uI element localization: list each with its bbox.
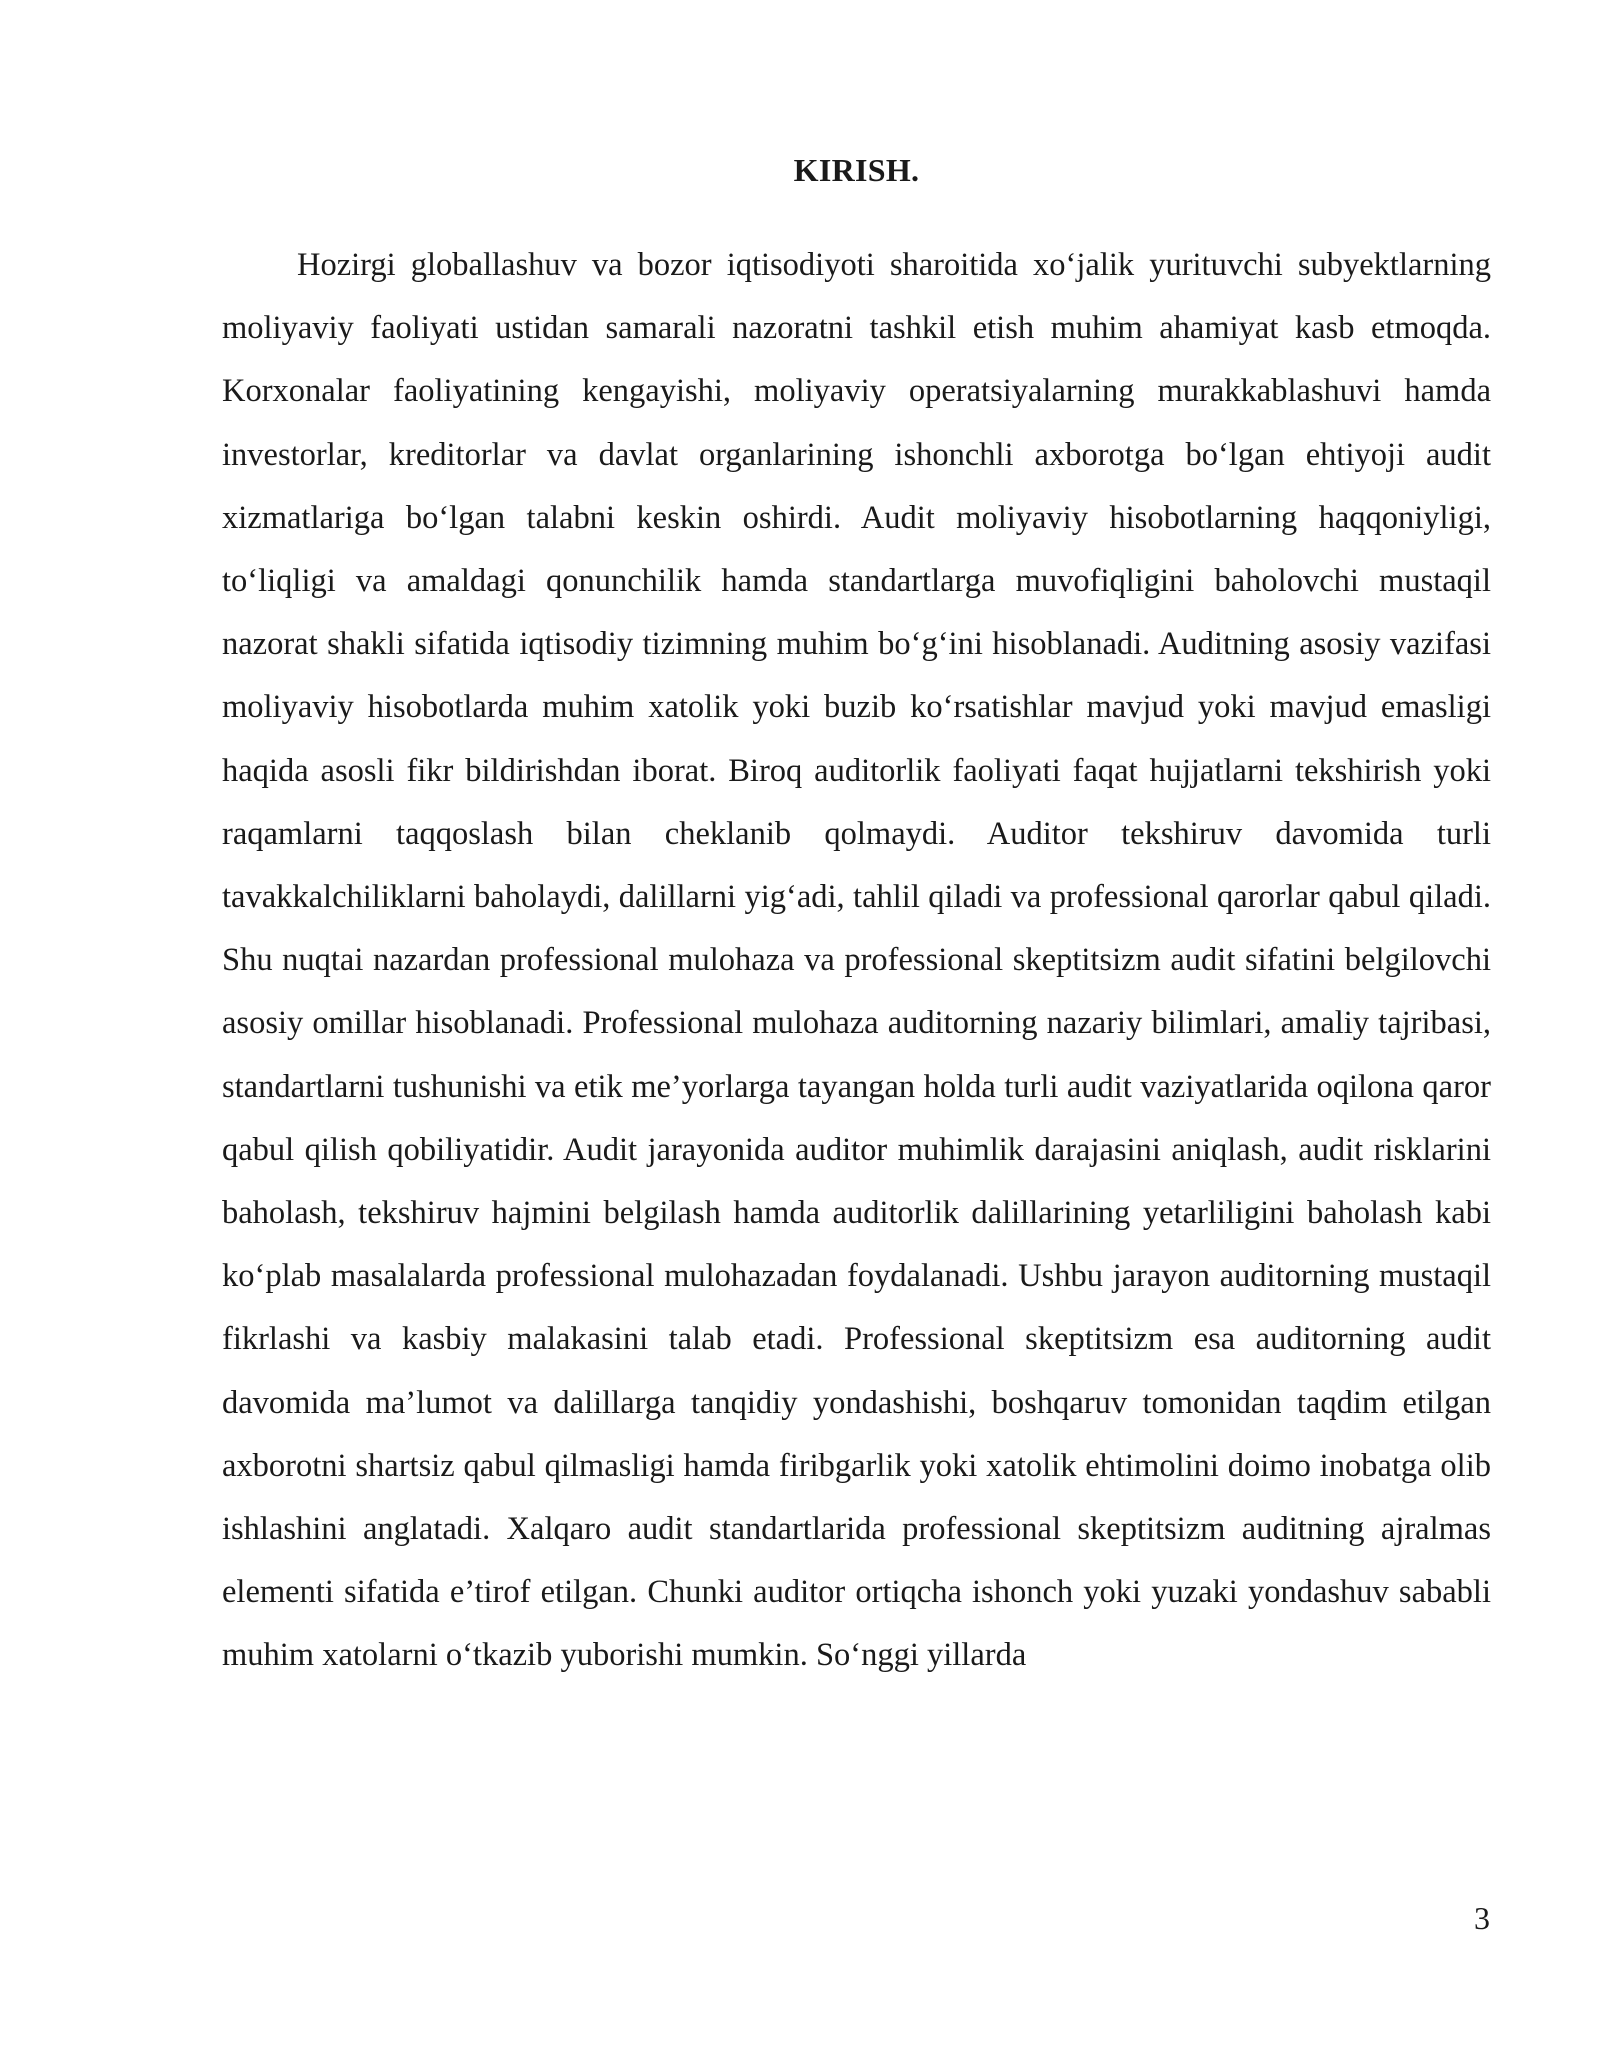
page-number: 3	[1474, 1900, 1490, 1936]
body-paragraph: Hozirgi globallashuv va bozor iqtisodiyoti sharoitida xo‘jalik yurituvchi subyektlarning moliyaviy faoliyati ustidan samarali nazoratni tashkil etish muhim ahamiyat kasb etmoqda. Korxonalar faoliyatining kengayishi, moliyaviy operatsiyalarning murakkablashuvi hamda investorlar, kreditorlar va davlat organlarining ishonchli axborotga bo‘lgan ehtiyoji audit xizmatlariga bo‘lgan talabni keskin oshirdi. Audit moliyaviy hisobotlarning haqqoniyligi, to‘liqligi va amaldagi qonunchilik hamda standartlarga muvofiqligini baholovchi mustaqil nazorat shakli sifatida iqtisodiy tizimning muhim bo‘g‘ini hisoblanadi. Auditning asosiy vazifasi moliyaviy hisobotlarda muhim xatolik yoki buzib ko‘rsatishlar mavjud yoki mavjud emasligi haqida asosli fikr bildirishdan iborat. Biroq auditorlik faoliyati faqat hujjatlarni tekshirish yoki raqamlarni taqqoslash bilan cheklanib qolmaydi. Auditor tekshiruv davomida turli tavakkalchiliklarni baholaydi, dalillarni yig‘adi, tahlil qiladi va professional qarorlar qabul qiladi. Shu nuqtai nazardan professional mulohaza va professional skeptitsizm audit sifatini belgilovchi asosiy omillar hisoblanadi. Professional mulohaza auditorning nazariy bilimlari, amaliy tajribasi, standartlarni tushunishi va etik me’yorlarga tayangan holda turli audit vaziyatlarida oqilona qaror qabul qilish qobiliyatidir. Audit jarayonida auditor muhimlik darajasini aniqlash, audit risklarini baholash, tekshiruv hajmini belgilash hamda auditorlik dalillarining yetarliligini baholash kabi ko‘plab masalalarda professional mulohazadan foydalanadi. Ushbu jarayon auditorning mustaqil fikrlashi va kasbiy malakasini talab etadi. Professional skeptitsizm esa auditorning audit davomida ma’lumot va dalillarga tanqidiy yondashishi, boshqaruv tomonidan taqdim etilgan axborotni shartsiz qabul qilmasligi hamda firibgarlik yoki xatolik ehtimolini doimo inobatga olib ishlashini anglatadi. Xalqaro audit standartlarida professional skeptitsizm auditning ajralmas elementi sifatida e’tirof etilgan. Chunki auditor ortiqcha ishonch yoki yuzaki yondashuv sababli muhim xatolarni o‘tkazib yuborishi mumkin. So‘nggi yillarda	[222, 247, 1491, 1674]
section-title: KIRISH.	[793, 152, 920, 188]
